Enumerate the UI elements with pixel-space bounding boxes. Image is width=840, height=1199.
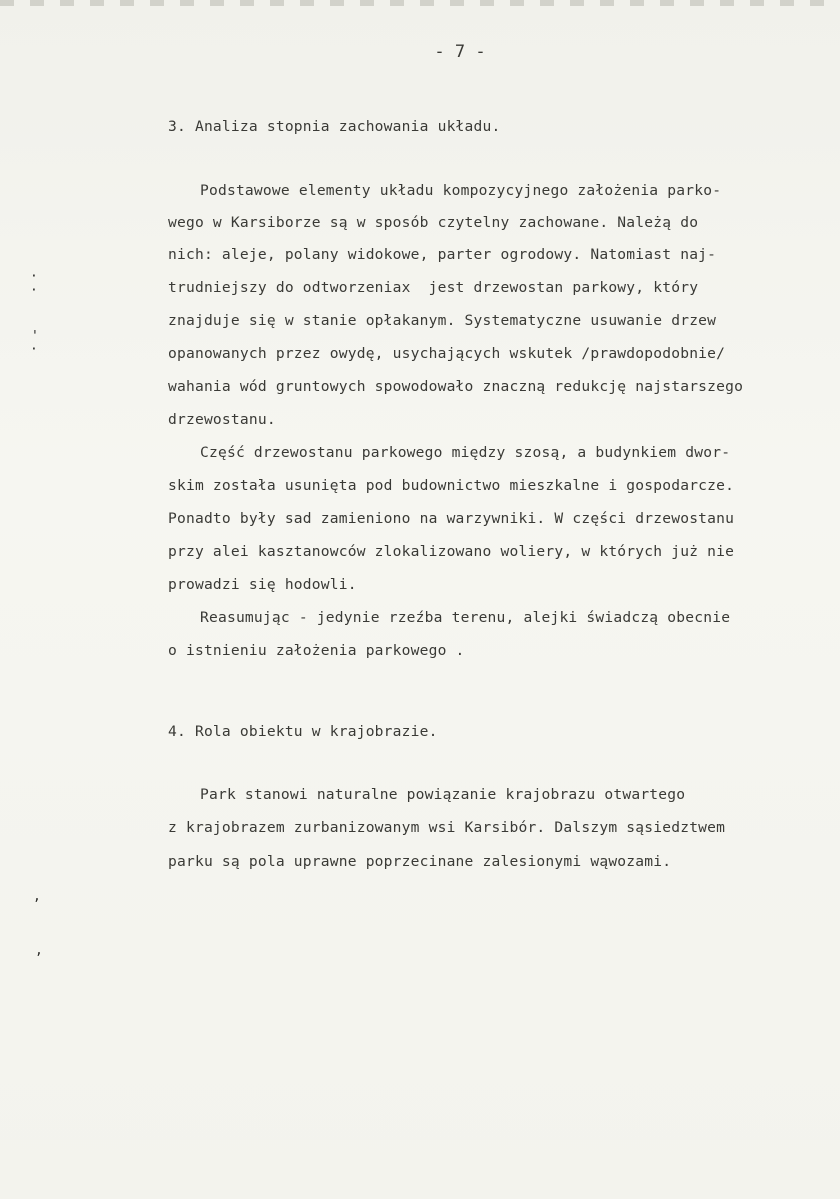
paragraph-line: drzewostanu. xyxy=(168,411,276,428)
paragraph-line: Park stanowi naturalne powiązanie krajobrazu otwartego xyxy=(200,786,686,803)
paragraph-line: wego w Karsiborze są w sposób czytelny zachowane. Należą do xyxy=(168,214,699,231)
paragraph-line: znajduje się w stanie opłakanym. Systematyczne usuwanie drzew xyxy=(168,312,717,329)
paragraph-line: trudniejszy do odtworzeniax jest drzewostan parkowy, który xyxy=(168,279,699,296)
paragraph-line: nich: aleje, polany widokowe, parter ogrodowy. Natomiast naj- xyxy=(168,246,717,263)
section-3-heading: 3. Analiza stopnia zachowania układu. xyxy=(168,118,501,135)
page-number: - 7 - xyxy=(434,42,486,62)
paragraph-line: Podstawowe elementy układu kompozycyjnego założenia parko- xyxy=(200,182,722,199)
scan-mark: · xyxy=(30,269,38,284)
scan-mark: · xyxy=(30,342,38,357)
section-4-heading: 4. Rola obiektu w krajobrazie. xyxy=(168,723,438,740)
scan-mark: , xyxy=(35,943,43,958)
paragraph-line: przy alei kasztanowców zlokalizowano woliery, w których już nie xyxy=(168,543,735,560)
paragraph-line: skim została usunięta pod budownictwo mieszkalne i gospodarcze. xyxy=(168,477,735,494)
paragraph-line: parku są pola uprawne poprzecinane zalesionymi wąwozami. xyxy=(168,853,672,870)
paragraph-line: wahania wód gruntowych spowodowało znaczną redukcję najstarszego xyxy=(168,378,744,395)
paragraph-line: z krajobrazem zurbanizowanym wsi Karsibór. Dalszym sąsiedztwem xyxy=(168,819,726,836)
paragraph-line: o istnieniu założenia parkowego . xyxy=(168,642,465,659)
paragraph-line: opanowanych przez owydę, usychających wskutek /prawdopodobnie/ xyxy=(168,345,726,362)
paragraph-line: Reasumując - jedynie rzeźba terenu, alejki świadczą obecnie xyxy=(200,609,731,626)
scan-mark: , xyxy=(33,889,41,904)
scan-top-edge xyxy=(0,0,840,6)
paragraph-line: prowadzi się hodowli. xyxy=(168,576,357,593)
scan-mark: ' xyxy=(31,329,39,344)
scan-mark: · xyxy=(30,283,38,298)
paragraph-line: Część drzewostanu parkowego między szosą, a budynkiem dwor- xyxy=(200,444,731,461)
paragraph-line: Ponadto były sad zamieniono na warzywniki. W części drzewostanu xyxy=(168,510,735,527)
